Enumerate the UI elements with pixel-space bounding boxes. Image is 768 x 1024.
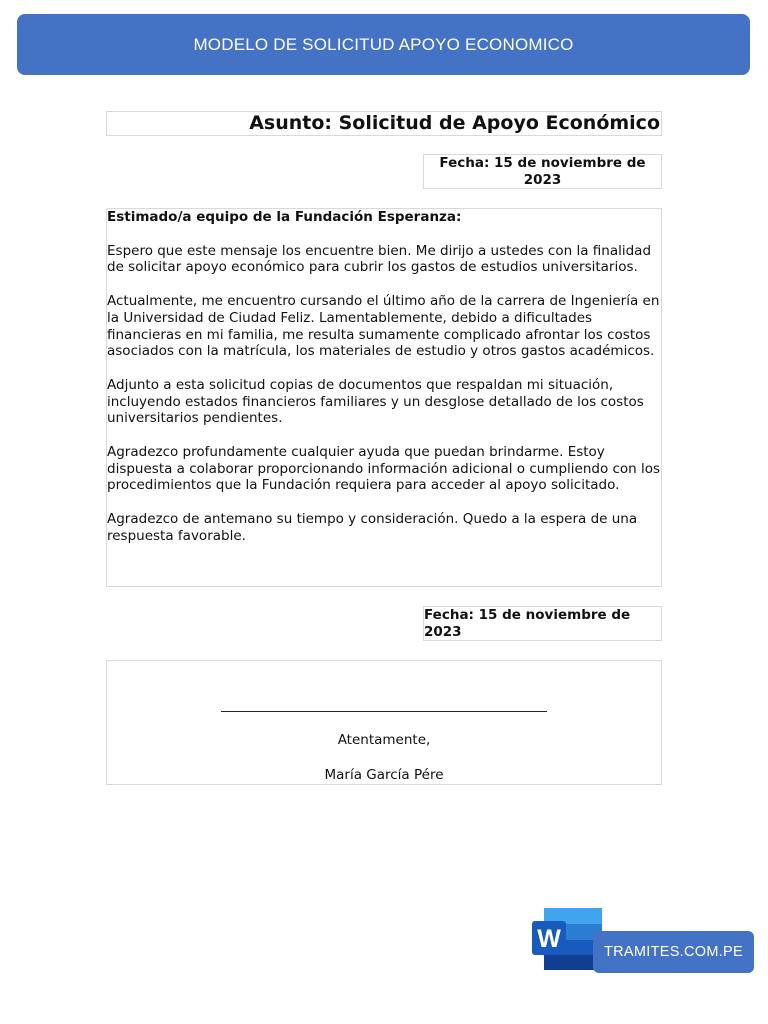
signer-name: María García Pére — [324, 767, 444, 783]
word-icon — [532, 908, 602, 970]
letter-greeting: Estimado/a equipo de la Fundación Esperanza: — [107, 209, 462, 225]
word-icon-letter: W — [537, 925, 561, 953]
site-label: TRAMITES.COM.PE — [603, 944, 744, 960]
letter-paragraph: Agradezco de antemano su tiempo y consideración. Quedo a la espera de una respuesta favorable. — [107, 511, 638, 544]
letter-paragraph: Adjunto a esta solicitud copias de documentos que respaldan mi situación, incluyendo estados financieros familiares y un desglose detallado de los costos universitarios pendientes. — [107, 376, 644, 427]
page-banner — [17, 14, 750, 75]
letter-paragraph: Espero que este mensaje los encuentre bien. Me dirijo a ustedes con la finalidad de solicitar apoyo económico para cubrir los gastos de estudios universitarios. — [107, 242, 652, 276]
letter-paragraph: Actualmente, me encuentro cursando el último año de la carrera de Ingeniería en la Universidad de Ciudad Feliz. Lamentablemente, debido a dificultades financieras en mi familia, me resulta sumamente complicado afrontar los costos asociados con la matrícula, los materiales de estudio y otros gastos académicos. — [107, 293, 660, 360]
letter-date-top: Fecha: 15 de noviembre de 2023 — [423, 154, 662, 189]
signature-line — [221, 711, 547, 712]
banner-title: MODELO DE SOLICITUD APOYO ECONOMICO — [193, 34, 574, 54]
letter-body — [106, 208, 662, 587]
letter-paragraph: Agradezco profundamente cualquier ayuda que puedan brindarme. Estoy dispuesta a colaborar proporcionando información adicional o cumpliendo con los procedimientos que la Fundación requiera para acceder al apoyo solicitado. — [107, 444, 661, 494]
letter-date-bottom: Fecha: 15 de noviembre de 2023 — [423, 606, 662, 641]
signature-block — [106, 660, 662, 785]
letter-subject: Asunto: Solicitud de Apoyo Económico — [106, 111, 662, 136]
letter-closing: Atentamente, — [337, 732, 431, 748]
site-badge[interactable] — [593, 931, 754, 973]
